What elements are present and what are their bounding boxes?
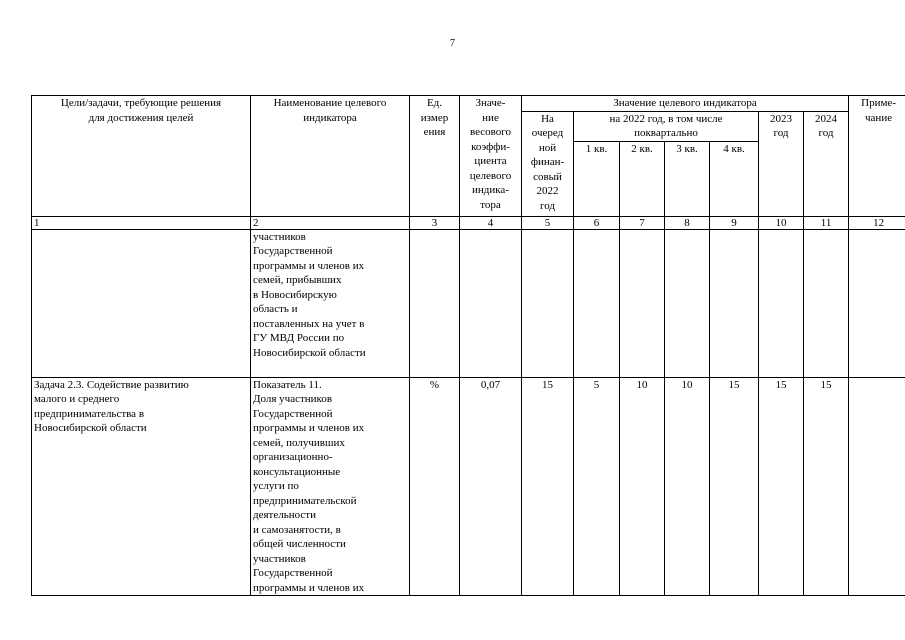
table-row (32, 229, 905, 377)
header-q4: 4 кв. (710, 141, 759, 216)
unit-cell (410, 229, 460, 377)
weight-cell (460, 229, 522, 377)
header-2022-quarterly: на 2022 год, в том числе поквартально (574, 111, 759, 141)
task-cell (32, 229, 251, 377)
column-number: 1 (32, 216, 251, 229)
next-year-cell: 15 (522, 377, 574, 596)
header-2024: 2024 год (804, 111, 849, 216)
column-number: 5 (522, 216, 574, 229)
column-number: 4 (460, 216, 522, 229)
page-number: 7 (450, 38, 455, 49)
header-note: Приме- чание (849, 96, 905, 217)
y2023-cell (759, 229, 804, 377)
header-goals: Цели/задачи, требующие решения для достижения целей (32, 96, 251, 217)
next-year-cell (522, 229, 574, 377)
column-number: 10 (759, 216, 804, 229)
note-cell (849, 229, 905, 377)
y2023-cell: 15 (759, 377, 804, 596)
column-number: 8 (665, 216, 710, 229)
task-cell: Задача 2.3. Содействие развитию малого и среднего предпринимательства в Новосибирской области (32, 377, 251, 596)
q3-cell: 10 (665, 377, 710, 596)
q2-cell (620, 229, 665, 377)
y2024-cell: 15 (804, 377, 849, 596)
y2024-cell (804, 229, 849, 377)
header-next-fin-year: На очеред ной финан- совый 2022 год (522, 111, 574, 216)
column-number: 9 (710, 216, 759, 229)
column-number: 11 (804, 216, 849, 229)
q3-cell (665, 229, 710, 377)
indicator-cell: Показатель 11. Доля участников Государственной программы и членов их семей, получивших организационно- консультационные услуги по предпринимательской деятельности и самозанятости, в общей численности участников Государственной программы и членов их (251, 377, 410, 596)
table-row (32, 377, 905, 596)
note-cell (849, 377, 905, 596)
header-unit: Ед. измер ения (410, 96, 460, 217)
column-number-row (32, 216, 905, 229)
unit-cell: % (410, 377, 460, 596)
header-q2: 2 кв. (620, 141, 665, 216)
column-number: 12 (849, 216, 905, 229)
header-row-1 (32, 96, 905, 112)
column-number: 6 (574, 216, 620, 229)
target-indicators-table (31, 95, 905, 596)
header-2023: 2023 год (759, 111, 804, 216)
column-number: 3 (410, 216, 460, 229)
header-target-value: Значение целевого индикатора (522, 96, 849, 112)
header-indicator-name: Наименование целевого индикатора (251, 96, 410, 217)
header-q3: 3 кв. (665, 141, 710, 216)
q2-cell: 10 (620, 377, 665, 596)
weight-cell: 0,07 (460, 377, 522, 596)
column-number: 7 (620, 216, 665, 229)
header-weight: Значе- ние весового коэффи- циента целевого индика- тора (460, 96, 522, 217)
q1-cell (574, 229, 620, 377)
indicator-cell: участников Государственной программы и членов их семей, прибывших в Новосибирскую область и поставленных на учет в ГУ МВД России по Новосибирской области (251, 229, 410, 377)
q4-cell (710, 229, 759, 377)
column-number: 2 (251, 216, 410, 229)
header-q1: 1 кв. (574, 141, 620, 216)
q4-cell: 15 (710, 377, 759, 596)
q1-cell: 5 (574, 377, 620, 596)
